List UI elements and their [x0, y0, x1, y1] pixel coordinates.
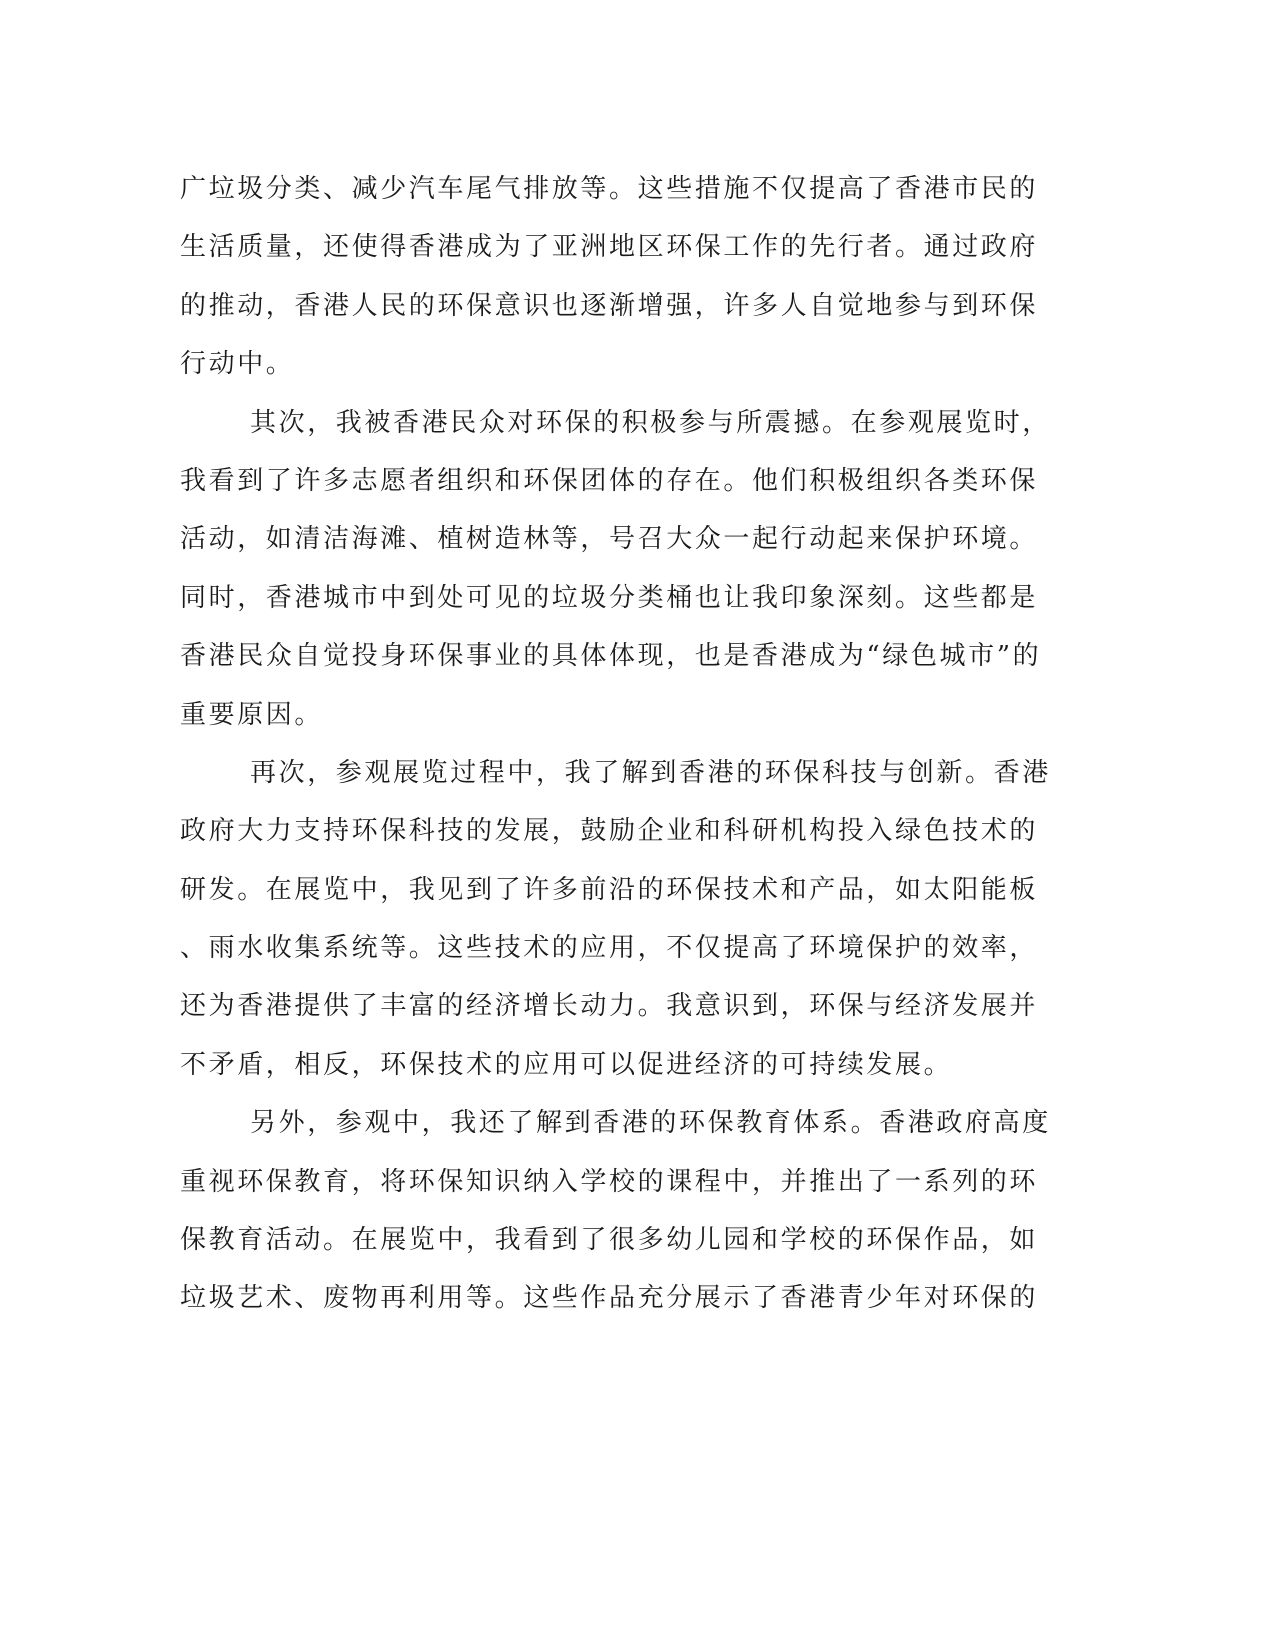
text-line: 研发。在展览中，我见到了许多前沿的环保技术和产品，如太阳能板	[180, 874, 1039, 905]
text-line: 我看到了许多志愿者组织和环保团体的存在。他们积极组织各类环保	[180, 465, 1039, 496]
text-line: 保教育活动。在展览中，我看到了很多幼儿园和学校的环保作品，如	[180, 1225, 1039, 1256]
text-line: 活动，如清洁海滩、植树造林等，号召大众一起行动起来保护环境。	[180, 524, 1039, 555]
text-line: 的推动，香港人民的环保意识也逐渐增强，许多人自觉地参与到环保	[180, 290, 1039, 321]
body-text	[180, 160, 1051, 1328]
text-line: 、雨水收集系统等。这些技术的应用，不仅提高了环境保护的效率，	[180, 933, 1039, 964]
paragraph-first-line: 其次，我被香港民众对环保的积极参与所震撼。在参观展览时，	[250, 407, 1051, 438]
paragraph-first-line: 另外，参观中，我还了解到香港的环保教育体系。香港政府高度	[250, 1108, 1051, 1139]
text-line: 政府大力支持环保科技的发展，鼓励企业和科研机构投入绿色技术的	[180, 816, 1039, 847]
text-line: 重视环保教育，将环保知识纳入学校的课程中，并推出了一系列的环	[180, 1166, 1039, 1197]
text-line: 香港民众自觉投身环保事业的具体体现，也是香港成为“绿色城市”的	[180, 641, 1042, 672]
text-line: 还为香港提供了丰富的经济增长动力。我意识到，环保与经济发展并	[180, 991, 1039, 1022]
paragraph-first-line: 再次，参观展览过程中，我了解到香港的环保科技与创新。香港	[250, 757, 1051, 788]
text-line: 垃圾艺术、废物再利用等。这些作品充分展示了香港青少年对环保的	[180, 1283, 1039, 1314]
text-line: 不矛盾，相反，环保技术的应用可以促进经济的可持续发展。	[180, 1049, 953, 1080]
text-line: 重要原因。	[180, 699, 324, 730]
text-line: 广垃圾分类、减少汽车尾气排放等。这些措施不仅提高了香港市民的	[180, 174, 1039, 204]
text-line: 行动中。	[180, 349, 295, 380]
text-line: 同时，香港城市中到处可见的垃圾分类桶也让我印象深刻。这些都是	[180, 582, 1039, 613]
text-line: 生活质量，还使得香港成为了亚洲地区环保工作的先行者。通过政府	[180, 232, 1039, 263]
